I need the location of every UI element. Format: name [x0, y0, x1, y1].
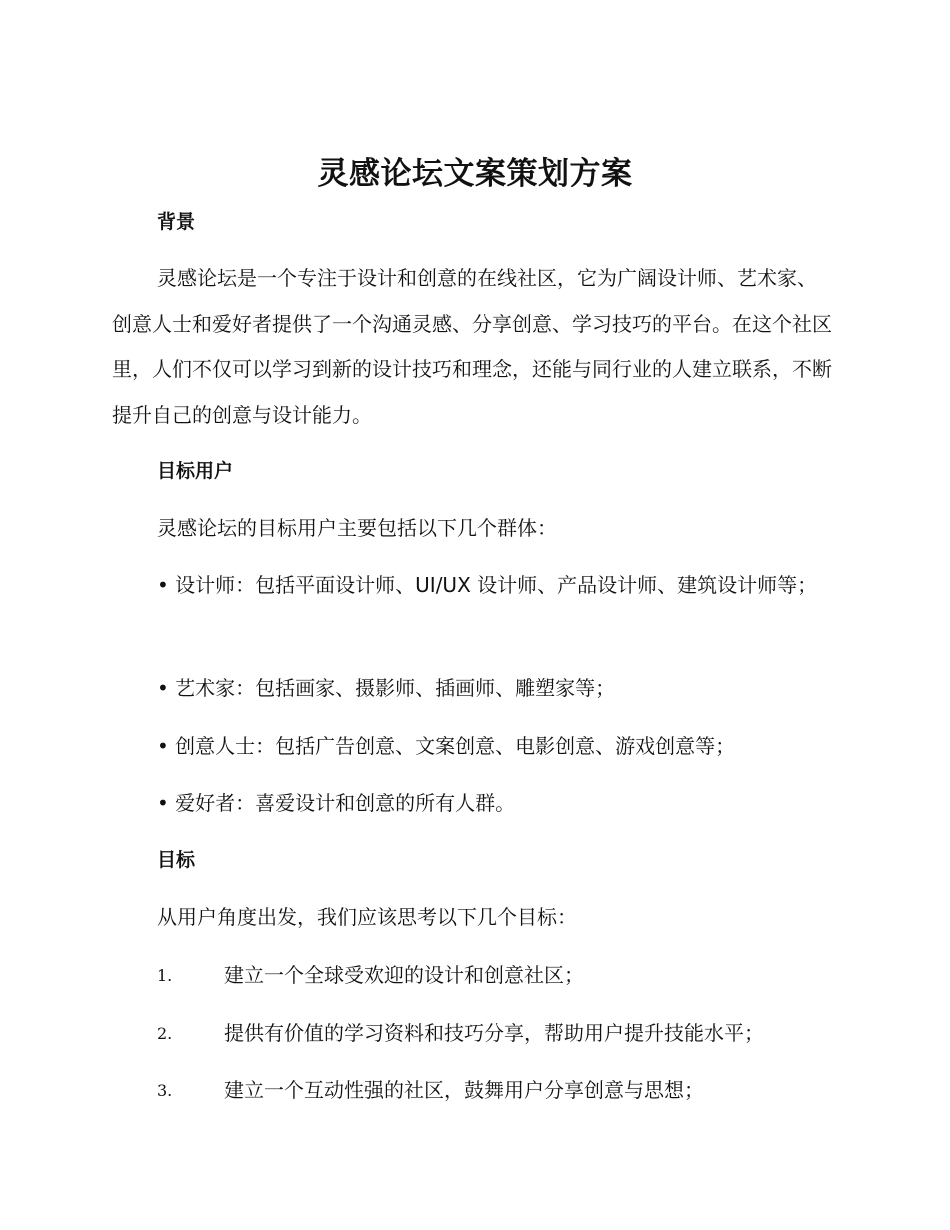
- background-paragraph: 灵感论坛是一个专注于设计和创意的在线社区，它为广阔设计师、艺术家、创意人士和爱好者提供了一个沟通灵感、分享创意、学习技巧的平台。在这个社区里，人们不仅可以学习到新的设计技巧和理念，还能与同行业的人建立联系，不断提升自己的创意与设计能力。: [112, 266, 832, 427]
- goal-number: 3.: [157, 1081, 173, 1100]
- section-heading-target-users: 目标用户: [157, 460, 234, 482]
- document-title: 灵感论坛文案策划方案: [317, 156, 633, 192]
- list-item-artist: • 艺术家：包括画家、摄影师、插画师、雕塑家等；: [157, 676, 616, 700]
- section-heading-background: 背景: [157, 211, 196, 233]
- goal-text: 提供有价值的学习资料和技巧分享，帮助用户提升技能水平；: [224, 1021, 764, 1045]
- goal-number: 1.: [157, 966, 173, 985]
- goal-text: 建立一个互动性强的社区，鼓舞用户分享创意与思想；: [224, 1078, 704, 1102]
- section-heading-goals: 目标: [157, 849, 196, 871]
- goal-text: 建立一个全球受欢迎的设计和创意社区；: [224, 963, 584, 987]
- list-item-enthusiast: • 爱好者：喜爱设计和创意的所有人群。: [157, 791, 516, 815]
- goals-intro: 从用户角度出发，我们应该思考以下几个目标：: [157, 905, 577, 929]
- goal-number: 2.: [157, 1024, 173, 1043]
- list-item-designer: • 设计师：包括平面设计师、UI/UX 设计师、产品设计师、建筑设计师等；: [157, 573, 818, 597]
- target-users-intro: 灵感论坛的目标用户主要包括以下几个群体：: [157, 516, 557, 540]
- list-item-creative: • 创意人士：包括广告创意、文案创意、电影创意、游戏创意等；: [157, 734, 736, 758]
